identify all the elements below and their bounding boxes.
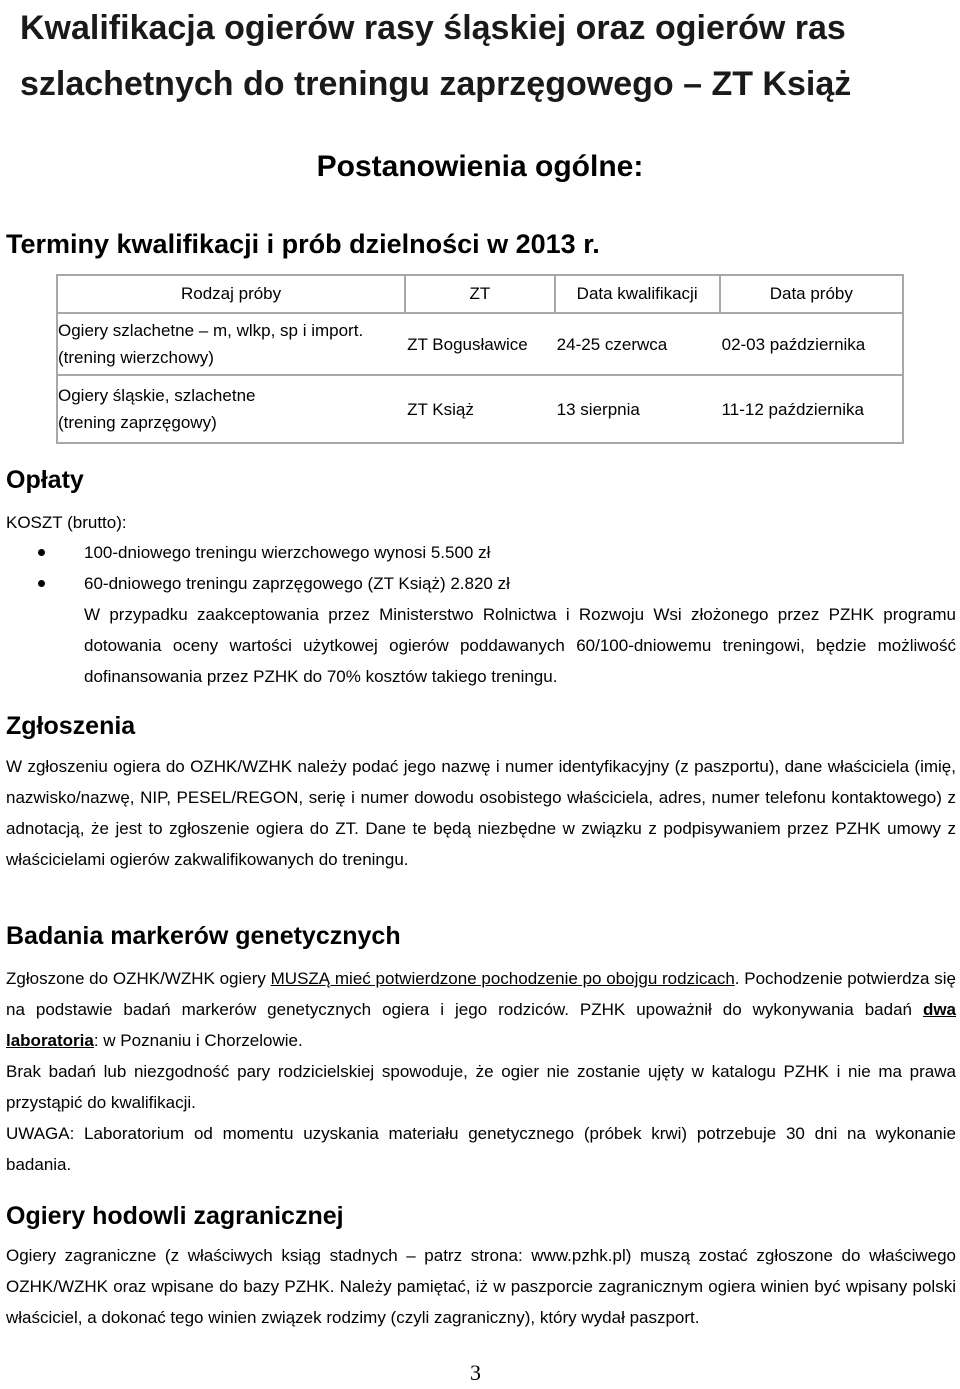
cell-trial-type-line2: (trening wierzchowy): [58, 348, 214, 367]
foreign-text: Ogiery zagraniczne (z właściwych ksiąg stadnych – patrz strona: www.pzhk.pl) muszą zostać zgłoszone do właściwego OZHK/WZHK oraz wpisane do bazy PZHK. Należy pamiętać, iż w paszporcie zagranicznym ogiera winien być wpisany polski właściciel, a dokonać tego winien związek rodzimy (czyli zagraniczny), który wydał paszport.: [6, 1246, 956, 1327]
list-item: [36, 568, 956, 599]
applications-heading: Zgłoszenia: [6, 712, 136, 740]
fees-cost-label: KOSZT (brutto):: [6, 513, 127, 532]
list-item: [36, 537, 956, 568]
cell-trial-type-line1: Ogiery szlachetne – m, wlkp, sp i import.: [58, 321, 364, 340]
applications-text: W zgłoszeniu ogiera do OZHK/WZHK należy podać jego nazwę i numer identyfikacyjny (z paszportu), dane właściciela (imię, nazwisko/nazwę, NIP, PESEL/REGON, serię i numer dowodu osobistego właściciela, adres, numer telefonu kontaktowego) z adnotacją, że jest to zgłoszenie ogiera do ZT. Dane te będą niezbędne w związku z podpisywaniem przez PZHK umowy z właścicielami ogierów zakwalifikowanych do treningu.: [6, 757, 956, 869]
fees-note: W przypadku zaakceptowania przez Ministerstwo Rolnictwa i Rozwoju Wsi złożonego przez PZHK programu dotowania oceny wartości użytkowej ogierów poddawanych 60/100-dniowemu treningowi, będzie możliwość dofinansowania przez PZHK do 70% kosztów takiego treningu.: [84, 605, 956, 686]
genetic-p1-end: : w Poznaniu i Chorzelowie.: [93, 1031, 303, 1050]
document-title: Kwalifikacja ogierów rasy śląskiej oraz ogierów ras szlachetnych do treningu zaprzęgowego – ZT Książ: [20, 9, 852, 103]
fees-bullet-list: [36, 537, 956, 599]
header-trial-date: Data próby: [720, 275, 903, 313]
genetic-p1-laboratories: dwa laboratoria: [6, 1000, 956, 1050]
cell-qualification-date: 24-25 czerwca: [555, 313, 720, 375]
cell-trial-type-line1: Ogiery śląskie, szlachetne: [58, 386, 256, 405]
cell-trial-type: [57, 313, 405, 375]
fees-heading: Opłaty: [6, 466, 84, 494]
cell-zt: ZT Książ: [405, 375, 555, 443]
genetic-paragraph-3: UWAGA: Laboratorium od momentu uzyskania materiału genetycznego (próbek krwi) potrzebuje 30 dni na wykonanie badania.: [6, 1124, 956, 1174]
cell-trial-type-line2: (trening zaprzęgowy): [58, 413, 217, 432]
bullet-dot-icon: [38, 549, 45, 556]
cell-trial-date: 11-12 października: [720, 375, 903, 443]
terms-heading: Terminy kwalifikacji i prób dzielności w 2013 r.: [6, 229, 600, 259]
table-row: [57, 313, 903, 375]
section-general-text: Postanowienia ogólne:: [316, 150, 644, 183]
cell-zt: ZT Bogusławice: [405, 313, 555, 375]
header-zt: ZT: [405, 275, 555, 313]
genetic-paragraph-1: [6, 963, 956, 1056]
foreign-heading: Ogiery hodowli zagranicznej: [6, 1202, 344, 1230]
fees-bullet-text: 100-dniowego treningu wierzchowego wynosi 5.500 zł: [84, 543, 491, 562]
table-row: [57, 375, 903, 443]
genetic-p1-before: Zgłoszone do OZHK/WZHK ogiery: [6, 969, 271, 988]
cell-trial-type: [57, 375, 405, 443]
header-trial-type: Rodzaj próby: [57, 275, 405, 313]
genetic-p1-after: . Pochodzenie potwierdza się na podstawie badań markerów genetycznych ogiera i jego rodziców. PZHK upoważnił do wykonywania badań: [6, 969, 956, 1019]
page-number: 3: [470, 1360, 481, 1385]
header-qualification-date: Data kwalifikacji: [555, 275, 720, 313]
bullet-dot-icon: [38, 580, 45, 587]
genetic-heading: Badania markerów genetycznych: [6, 922, 401, 950]
genetic-body: [6, 963, 956, 1180]
section-general-heading: [0, 150, 960, 184]
genetic-p1-underlined: MUSZĄ mieć potwierdzone pochodzenie po obojgu rodzicach: [270, 969, 735, 988]
terms-table-header-row: [57, 275, 903, 313]
fees-bullet-text: 60-dniowego treningu zaprzęgowego (ZT Książ) 2.820 zł: [84, 574, 510, 593]
terms-table: [56, 274, 904, 444]
cell-qualification-date: 13 sierpnia: [555, 375, 720, 443]
genetic-paragraph-2: Brak badań lub niezgodność pary rodzicielskiej spowoduje, że ogier nie zostanie ujęty w katalogu PZHK i nie ma prawa przystąpić do kwalifikacji.: [6, 1062, 956, 1112]
cell-trial-date: 02-03 października: [720, 313, 903, 375]
